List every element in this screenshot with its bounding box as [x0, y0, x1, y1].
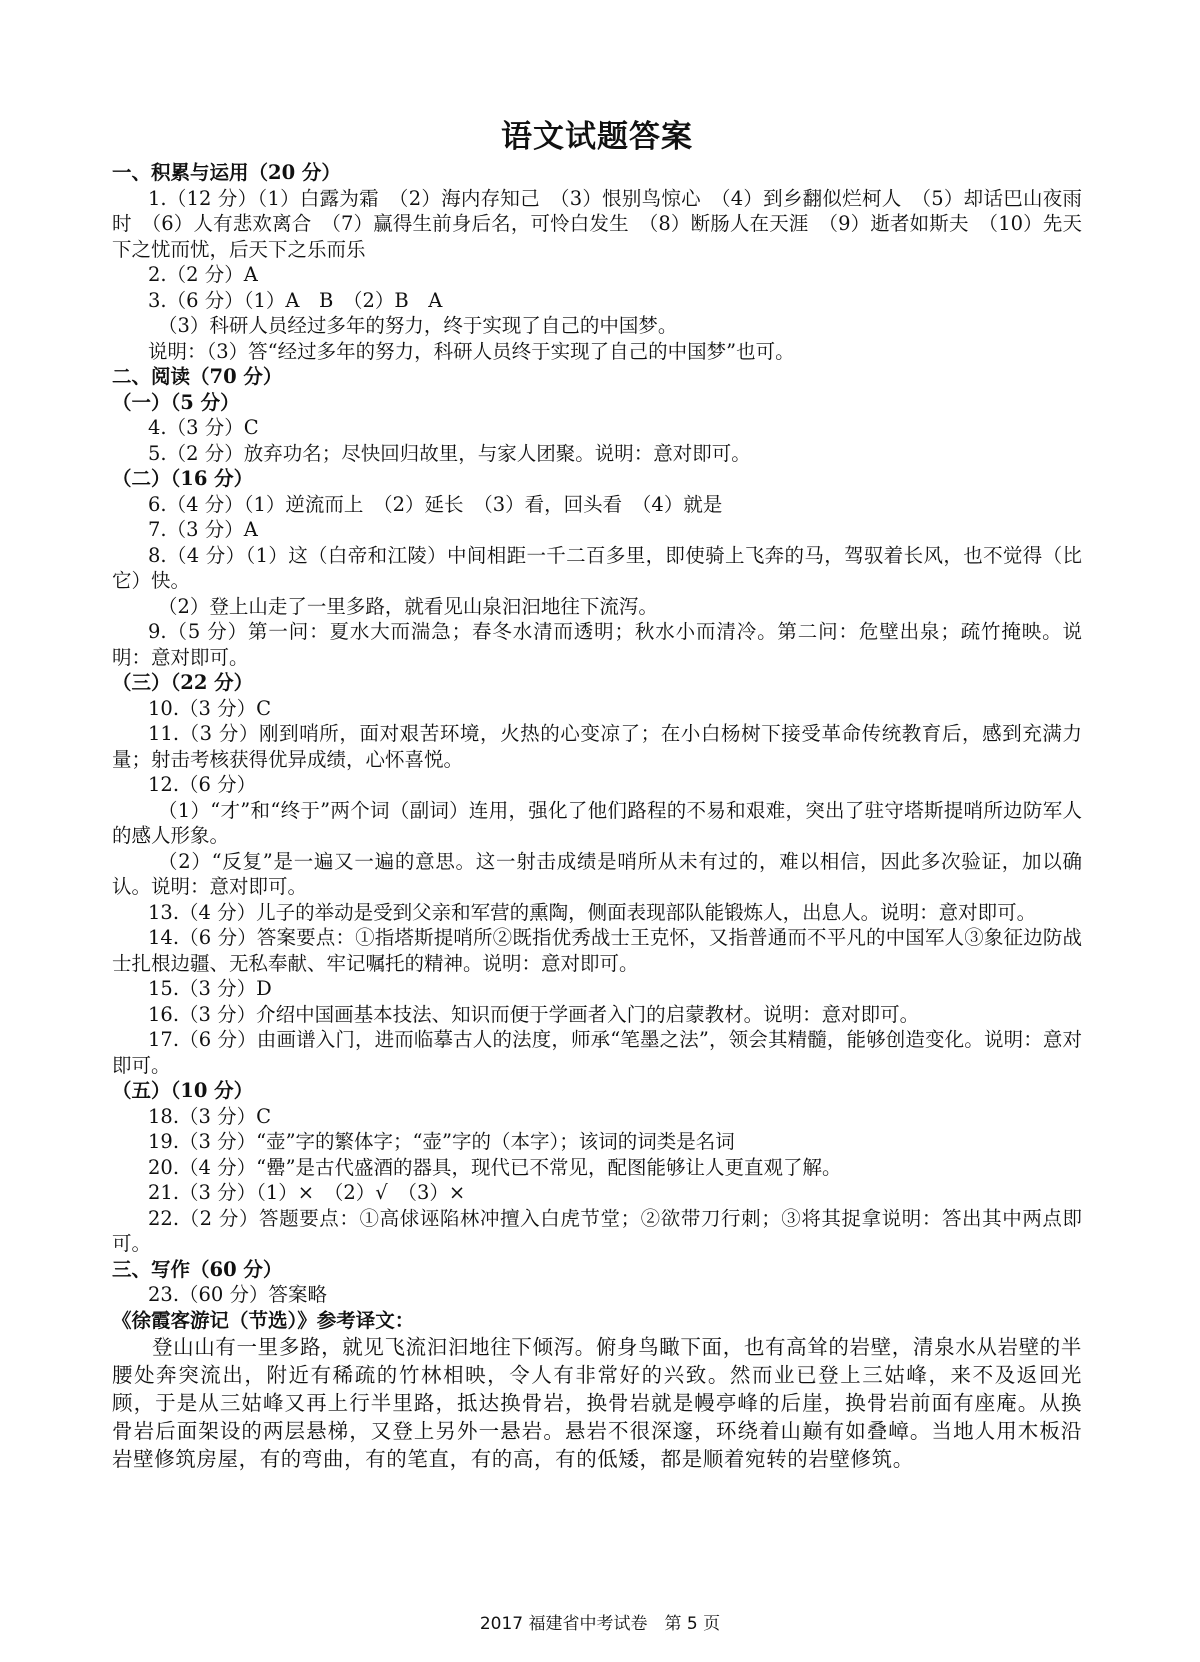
- answer-q18: 18.（3 分）C: [148, 1104, 272, 1128]
- answer-q16: 16.（3 分）介绍中国画基本技法、知识而便于学画者入门的启蒙教材。说明：意对即可。: [148, 1002, 920, 1026]
- translation-body: 登山山有一里多路，就见飞流汩汩地往下倾泻。俯身鸟瞰下面，也有高耸的岩壁，清泉水从岩壁的半腰处奔突流出，附近有稀疏的竹林相映，令人有非常好的兴致。然而业已登上三姑峰，来不及返回光顾，于是从三姑峰又再上行半里路，抵达换骨岩，换骨岩就是幔亭峰的后崖，换骨岩前面有座庵。从换骨岩后面架设的两层悬梯，又登上另外一悬岩。悬岩不很深邃，环绕着山巅有如叠嶂。当地人用木板沿岩壁修筑房屋，有的弯曲，有的笔直，有的高，有的低矮，都是顺着宛转的岩壁修筑。: [112, 1335, 1082, 1471]
- answer-q3-note: 说明：（3）答“经过多年的努力，科研人员终于实现了自己的中国梦”也可。: [148, 339, 795, 363]
- section-heading-1: 一、积累与运用（20 分）: [112, 161, 341, 184]
- subsection-2: （二）（16 分）: [112, 467, 254, 490]
- answer-q12: 12.（6 分）: [148, 773, 257, 796]
- answer-q12-part1: （1）“才”和“终于”两个词（副词）连用，强化了他们路程的不易和艰难，突出了驻守塔斯提哨所边防军人的感人形象。: [112, 798, 1082, 847]
- answer-q22: 22.（2 分）答题要点：①高俅诬陷林冲擅入白虎节堂；②欲带刀行刺；③将其捉拿说明：答出其中两点即可。: [112, 1206, 1082, 1255]
- answer-q12-part2: （2）“反复”是一遍又一遍的意思。这一射击成绩是哨所从未有过的，难以相信，因此多次验证，加以确认。说明：意对即可。: [112, 849, 1082, 898]
- page-title: 语文试题答案: [501, 119, 693, 155]
- answer-q14: 14.（6 分）答案要点：①指塔斯提哨所②既指优秀战士王克怀，又指普通而不平凡的中国军人③象征边防战士扎根边疆、无私奉献、牢记嘱托的精神。说明：意对即可。: [112, 926, 1082, 975]
- answer-q3: 3.（6 分）（1）A B （2）B A: [148, 288, 443, 312]
- subsection-3: （三）（22 分）: [112, 671, 254, 694]
- answer-q11: 11.（3 分）刚到哨所，面对艰苦环境，火热的心变凉了；在小白杨树下接受革命传统教育后，感到充满力量；射击考核获得优异成绩，心怀喜悦。: [112, 722, 1082, 771]
- answer-q3-part3: （3）科研人员经过多年的努力，终于实现了自己的中国梦。: [158, 314, 678, 337]
- answer-q10: 10.（3 分）C: [148, 696, 272, 720]
- answer-q9: 9.（5 分）第一问：夏水大而湍急；春冬水清而透明；秋水小而清冷。第二问：危壁出泉；疏竹掩映。说明：意对即可。: [112, 620, 1082, 669]
- answer-q20: 20.（4 分）“罍”是古代盛酒的器具，现代已不常见，配图能够让人更直观了解。: [148, 1155, 842, 1179]
- answer-q13: 13.（4 分）儿子的举动是受到父亲和军营的熏陶，侧面表现部队能锻炼人，出息人。说明：意对即可。: [148, 900, 1037, 924]
- answer-q6: 6.（4 分）（1）逆流而上 （2）延长 （3）看，回头看 （4）就是: [148, 492, 723, 516]
- subsection-5: （五）（10 分）: [112, 1079, 254, 1102]
- section-heading-3: 三、写作（60 分）: [112, 1257, 283, 1281]
- answer-q21: 21.（3 分）（1）× （2）√ （3）×: [148, 1181, 466, 1204]
- subsection-1: （一）（5 分）: [112, 390, 240, 414]
- answer-q5: 5.（2 分）放弃功名；尽快回归故里，与家人团聚。说明：意对即可。: [148, 441, 751, 465]
- page-footer: 2017 福建省中考试卷 第 5 页: [479, 1614, 721, 1634]
- answer-q17: 17.（6 分）由画谱入门，进而临摹古人的法度，师承“笔墨之法”，领会其精髓，能够创造变化。说明：意对即可。: [112, 1028, 1082, 1077]
- answer-q23: 23.（60 分）答案略: [148, 1283, 328, 1306]
- answer-q8: 8.（4 分）（1）这（白帝和江陵）中间相距一千二百多里，即使骑上飞奔的马，驾驭着长风，也不觉得（比它）快。: [112, 543, 1082, 592]
- answer-q15: 15.（3 分）D: [148, 977, 272, 1000]
- answer-q7: 7.（3 分）A: [148, 518, 258, 541]
- answer-q4: 4.（3 分）C: [148, 416, 259, 439]
- translation-title: 《徐霞客游记（节选）》参考译文：: [112, 1308, 415, 1332]
- answer-q2: 2.（2 分）A: [148, 263, 258, 286]
- answer-q19: 19.（3 分）“壶”字的繁体字；“壶”字的（本字）；该词的词类是名词: [148, 1130, 735, 1153]
- section-heading-2: 二、阅读（70 分）: [112, 365, 283, 388]
- answer-q8-part2: （2）登上山走了一里多路，就看见山泉汩汩地往下流泻。: [158, 594, 658, 618]
- answer-q1: 1.（12 分）（1）白露为霜 （2）海内存知己 （3）恨别鸟惊心 （4）到乡翻似烂柯人 （5）却话巴山夜雨时 （6）人有悲欢离合 （7）赢得生前身后名，可怜白发生 （8）断肠人在天涯 （9）逝者如斯夫 （10）先天下之忧而忧，后天下之乐而乐: [112, 186, 1082, 261]
- page-content: [112, 118, 1082, 1473]
